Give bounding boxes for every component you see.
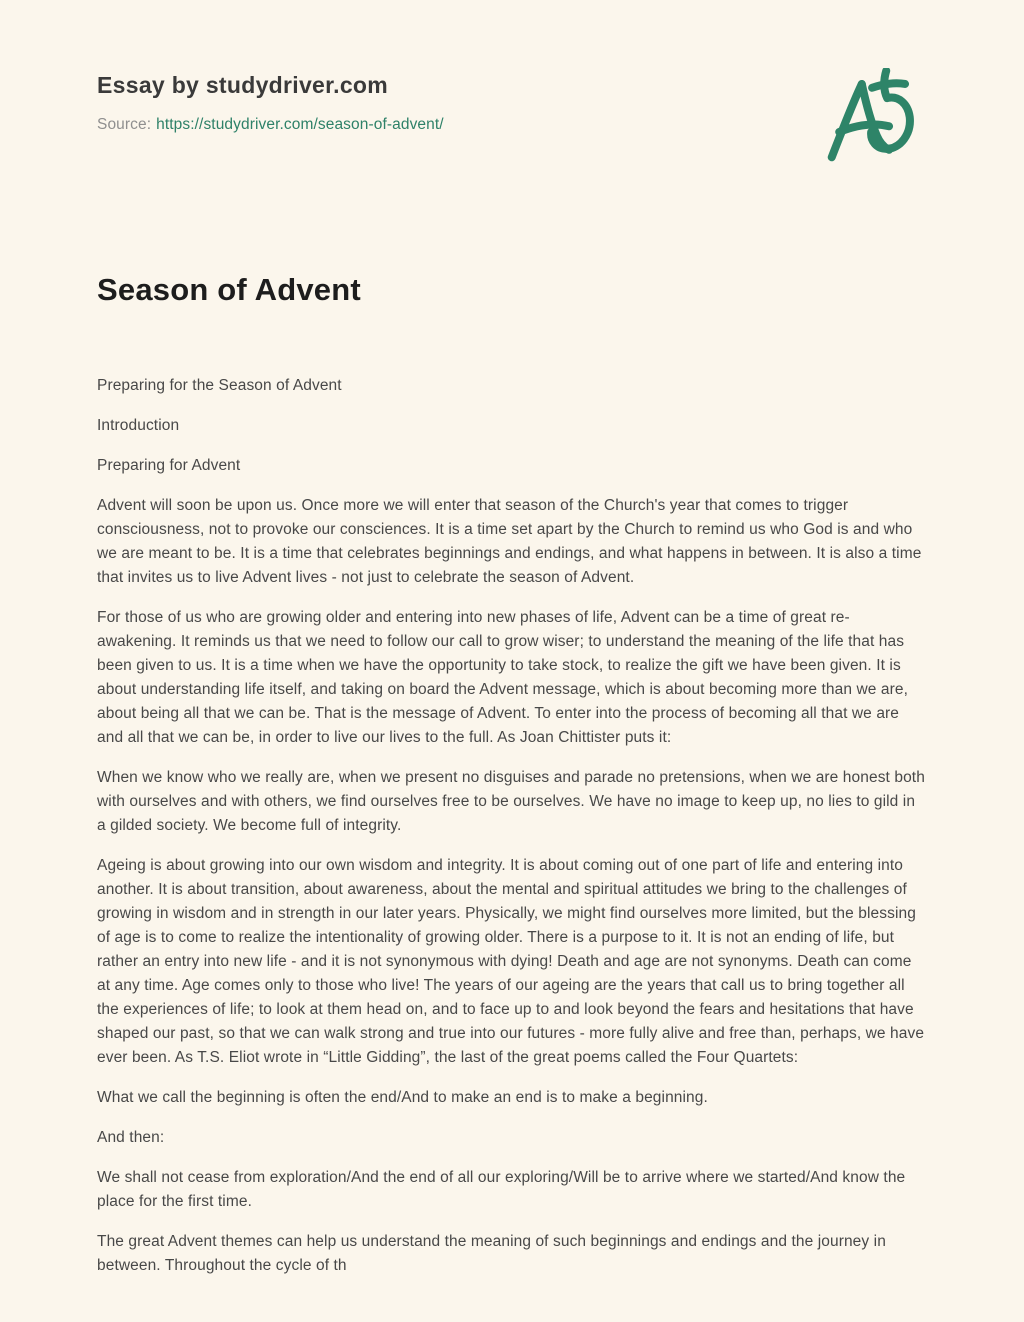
paragraph: Advent will soon be upon us. Once more we will enter that season of the Church's year that comes to trigger consciousness, not to provoke our consciences. It is a time set apart by the Church to remind us who God is and who we are meant to be. It is a time that celebrates beginnings and endings, and what happens in between. It is also a time that invites us to live Advent lives - not just to celebrate the season of Advent. <box>97 496 922 586</box>
a-plus-logo-icon <box>823 68 925 162</box>
page-title: Season of Advent <box>97 272 361 307</box>
essay-body <box>97 374 927 1278</box>
paragraph-quote: When we know who we really are, when we present no disguises and parade no pretensions, when we are honest both with ourselves and with others, we find ourselves free to be ourselves. We have no image to keep up, no lies to gild in a gilded society. We become full of integrity. <box>97 768 925 834</box>
source-row <box>97 116 444 134</box>
document-header <box>97 0 927 162</box>
paragraph: The great Advent themes can help us understand the meaning of such beginnings and endings and the journey in between. Throughout the cycle of th <box>97 1232 886 1274</box>
paragraph: And then: <box>97 1128 165 1146</box>
paragraph-heading: Introduction <box>97 416 180 434</box>
paragraph-quote: We shall not cease from exploration/And the end of all our exploring/Will be to arrive where we started/And know the place for the first time. <box>97 1168 906 1210</box>
paragraph-heading: Preparing for Advent <box>97 456 241 474</box>
essay-byline: Essay by studydriver.com <box>97 72 389 98</box>
paragraph: For those of us who are growing older and entering into new phases of life, Advent can be a time of great re-awakening. It reminds us that we need to follow our call to grow wiser; to understand the meaning of the life that has been given to us. It is a time when we have the opportunity to take stock, to realize the gift we have been given. It is about understanding life itself, and taking on board the Advent message, which is about becoming more than we are, about being all that we can be. That is the message of Advent. To enter into the process of becoming all that we are and all that we can be, in order to live our lives to the full. As Joan Chittister puts it: <box>97 608 909 746</box>
paragraph-quote: What we call the beginning is often the end/And to make an end is to make a beginning. <box>97 1088 708 1106</box>
source-link[interactable]: https://studydriver.com/season-of-advent/ <box>156 115 444 133</box>
header-text-block <box>97 72 444 134</box>
paragraph: Ageing is about growing into our own wisdom and integrity. It is about coming out of one part of life and entering into another. It is about transition, about awareness, about the mental and spiritual attitudes we bring to the challenges of growing in wisdom and in strength in our later years. Physically, we might find ourselves more limited, but the blessing of age is to come to realize the intentionality of growing older. There is a purpose to it. It is not an ending of life, but rather an entry into new life - and it is not synonymous with dying! Death and age are not synonyms. Death can come at any time. Age comes only to those who live! The years of our ageing are the years that call us to bring together all the experiences of life; to look at them head on, and to face up to and look beyond the fears and hesitations that have shaped our past, so that we can walk strong and true into our futures - more fully alive and free than, perhaps, we have ever been. As T.S. Eliot wrote in “Little Gidding”, the last of the great poems called the Four Quartets: <box>97 856 925 1066</box>
source-label: Source: <box>97 115 152 133</box>
paragraph-heading: Preparing for the Season of Advent <box>97 376 342 394</box>
